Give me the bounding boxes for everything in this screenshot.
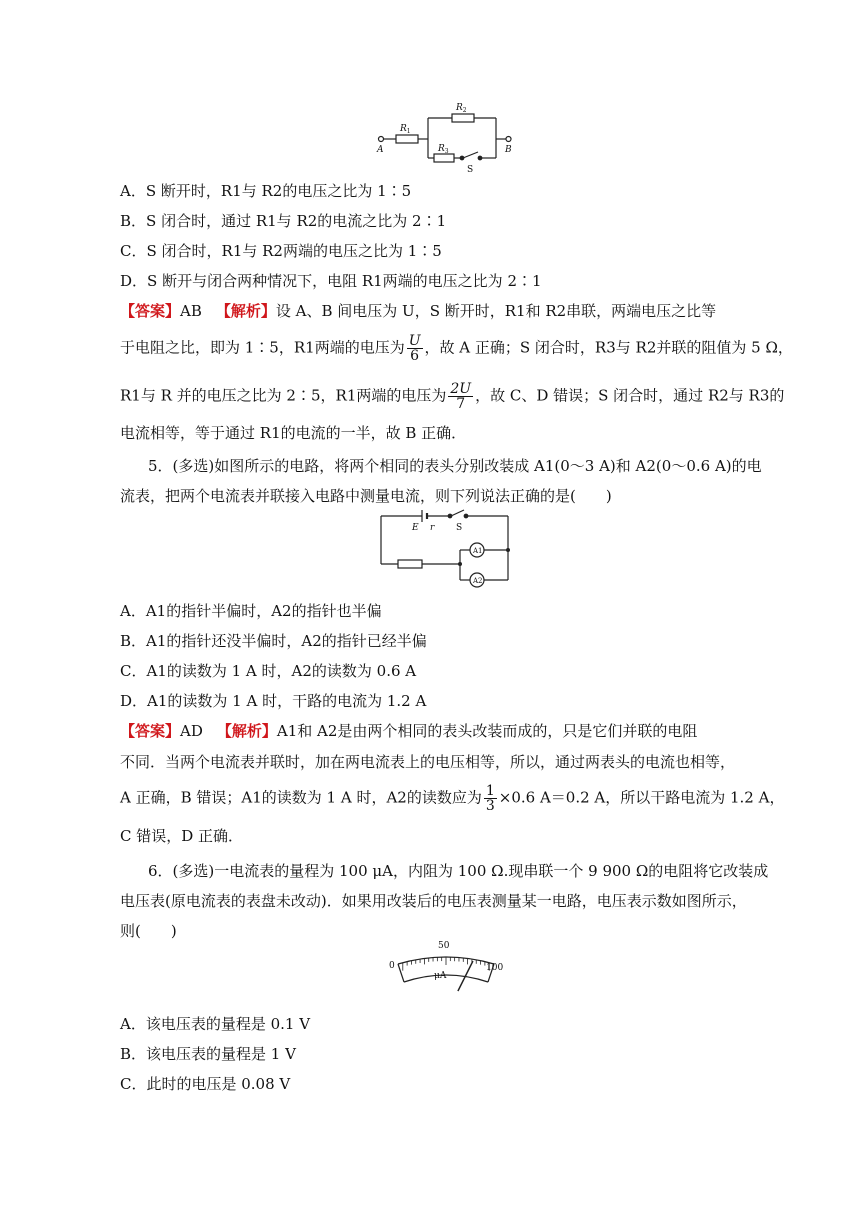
q5-analysis-tag: 【解析】	[216, 722, 277, 740]
q4-fig-r2: R	[456, 103, 463, 113]
q5-fig-r: r	[430, 523, 435, 533]
q4-analysis-tag: 【解析】	[215, 302, 276, 320]
q5-fig-e: E	[412, 523, 419, 533]
q5-analysis-line-4: C 错误，D 正确．	[120, 827, 244, 845]
q6-option-b: B．该电压表的量程是 1 V	[120, 1045, 296, 1063]
q6-meter-min: 0	[389, 961, 395, 971]
q4-fraction-u6	[407, 334, 423, 363]
q6-meter-dial	[384, 938, 508, 1008]
q5-analysis-line-2: 不同．当两个电流表并联时，加在两电流表上的电压相等，所以，通过两表头的电流也相等，	[120, 753, 736, 771]
q4-option-d: D．S 断开与闭合两种情况下，电阻 R1两端的电压之比为 2∶1	[120, 272, 542, 290]
q5-answer-value: AD	[180, 722, 203, 740]
q5-stem-line-1: 5．(多选)如图所示的电路，将两个相同的表头分别改装成 A1(0～3 A)和 A2(0～0.6 A)的电	[148, 457, 762, 475]
q6-option-a: A．该电压表的量程是 0.1 V	[120, 1015, 311, 1033]
q4-analysis-line-2	[120, 334, 793, 363]
q4-circuit-diagram	[372, 98, 522, 176]
q4-answer-value: AB	[180, 302, 202, 320]
q4-fig-r2-sub: 2	[462, 107, 467, 114]
q4-analysis-text-2a: 于电阻之比，即为 1∶5，R1两端的电压为	[120, 338, 405, 357]
q4-analysis-text-3b: ，故 C、D 错误；S 闭合时，通过 R2与 R3的	[475, 386, 785, 405]
q5-analysis-line-3	[120, 784, 784, 813]
q5-circuit-diagram	[376, 508, 516, 592]
svg-text:R2	[455, 103, 467, 114]
q6-stem-line-1: 6．(多选)一电流表的量程为 100 μA，内阻为 100 Ω.现串联一个 9 900 Ω的电阻将它改装成	[148, 862, 769, 880]
q6-meter-max: 100	[486, 963, 504, 973]
q4-option-b: B．S 闭合时，通过 R1与 R2的电流之比为 2∶1	[120, 212, 447, 230]
q4-fig-r3-sub: 3	[444, 148, 449, 155]
q4-analysis-text-1: 设 A、B 间电压为 U，S 断开时，R1和 R2串联，两端电压之比等	[275, 302, 717, 320]
q5-stem-line-2: 流表，把两个电流表并联接入电路中测量电流，则下列说法正确的是( )	[120, 487, 612, 505]
q5-option-d: D．A1的读数为 1 A 时，干路的电流为 1.2 A	[120, 692, 427, 710]
q4-fig-b: B	[505, 145, 512, 155]
q5-fraction-1-3	[484, 784, 497, 813]
q4-answer-tag: 【答案】	[120, 302, 181, 320]
q4-answer-line	[120, 300, 716, 322]
q4-fraction-2u7-den: 7	[456, 396, 466, 412]
q4-fraction-u6-num: U	[408, 333, 421, 349]
q4-fraction-u6-den: 6	[410, 348, 420, 364]
svg-text:R1	[399, 124, 411, 135]
q6-option-c: C．此时的电压是 0.08 V	[120, 1075, 291, 1093]
q4-fig-r3: R	[438, 144, 445, 154]
q4-analysis-line-3	[120, 382, 784, 411]
q5-option-c: C．A1的读数为 1 A 时，A2的读数为 0.6 A	[120, 662, 417, 680]
q4-analysis-text-2b: ，故 A 正确；S 闭合时，R3与 R2并联的阻值为 5 Ω，	[424, 338, 793, 357]
q4-fig-a: A	[377, 145, 384, 155]
q5-fig-s: S	[456, 523, 463, 533]
q5-fraction-num: 1	[485, 783, 495, 799]
q5-analysis-text-1: A1和 A2是由两个相同的表头改装而成的，只是它们并联的电阻	[276, 722, 698, 740]
q4-fig-r1-sub: 1	[406, 128, 411, 135]
q5-fig-a2: A2	[473, 577, 483, 585]
q5-option-a: A．A1的指针半偏时，A2的指针也半偏	[120, 602, 382, 620]
q5-analysis-text-3b: ×0.6 A＝0.2 A，所以干路电流为 1.2 A，	[498, 788, 785, 807]
q5-answer-tag: 【答案】	[120, 722, 181, 740]
q6-stem-line-2: 电压表(原电流表的表盘未改动)．如果用改装后的电压表测量某一电路，电压表示数如图所示，	[120, 892, 747, 910]
q4-fig-r1: R	[400, 124, 407, 134]
q4-option-a: A．S 断开时，R1与 R2的电压之比为 1∶5	[120, 182, 412, 200]
svg-text:R3	[437, 144, 449, 155]
q5-option-b: B．A1的指针还没半偏时，A2的指针已经半偏	[120, 632, 427, 650]
q4-fraction-2u7	[448, 382, 473, 411]
q6-meter-mid: 50	[438, 941, 450, 951]
q4-analysis-line-4: 电流相等，等于通过 R1的电流的一半，故 B 正确．	[120, 424, 467, 442]
q4-fraction-2u7-num: 2U	[450, 381, 472, 397]
q4-analysis-text-3a: R1与 R 并的电压之比为 2∶5，R1两端的电压为	[120, 386, 447, 405]
q4-fig-s: S	[467, 165, 474, 175]
q5-analysis-text-3a: A 正确，B 错误；A1的读数为 1 A 时，A2的读数应为	[120, 788, 482, 807]
q6-meter-unit: μA	[434, 971, 447, 981]
q4-option-c: C．S 闭合时，R1与 R2两端的电压之比为 1∶5	[120, 242, 442, 260]
q6-stem-line-3: 则( )	[120, 922, 177, 940]
q5-answer-line	[120, 720, 697, 742]
q5-fraction-den: 3	[485, 798, 495, 814]
q5-fig-a1: A1	[473, 547, 483, 555]
